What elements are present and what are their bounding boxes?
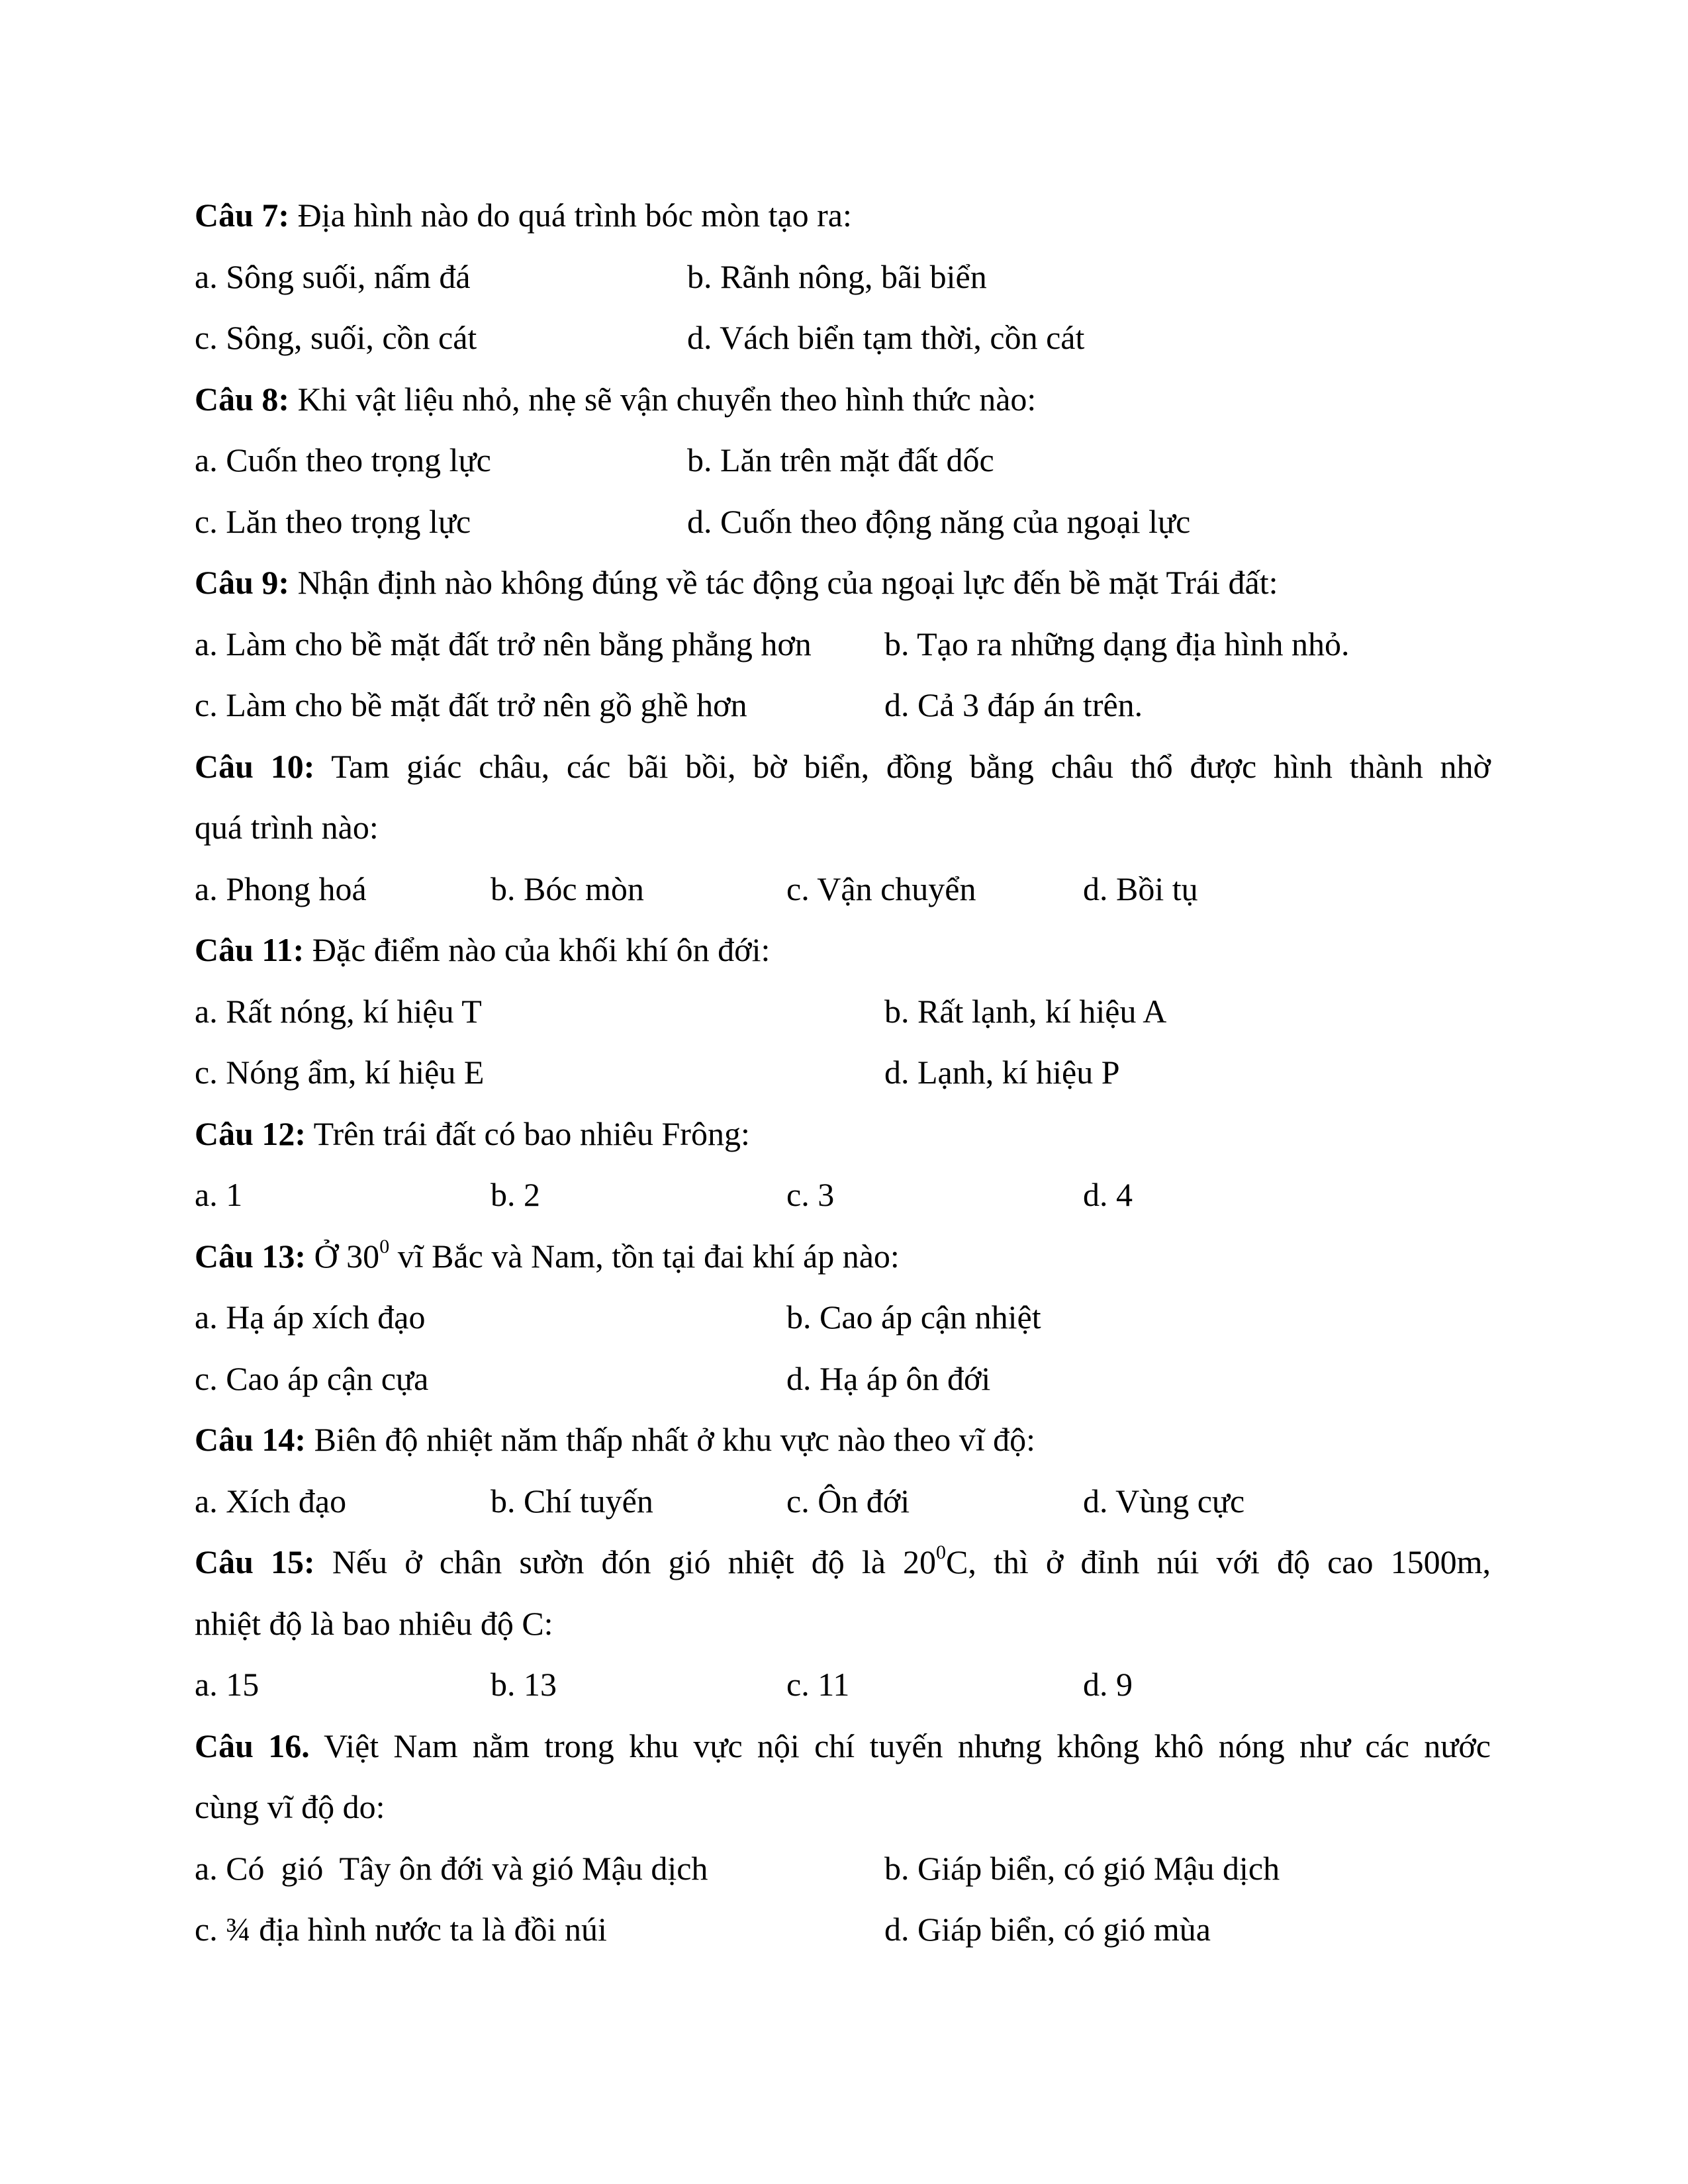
- question-16: [195, 1726, 1491, 1766]
- question-15-degree-sup: 0: [936, 1541, 947, 1563]
- question-15-text-before: Nếu ở chân sườn đón gió nhiệt độ là 20: [332, 1543, 937, 1580]
- question-8-option-c: c. Lăn theo trọng lực: [195, 503, 471, 540]
- question-12-option-c: c. 3: [786, 1176, 835, 1213]
- question-12-option-a: a. 1: [195, 1176, 243, 1213]
- question-12-label: Câu 12:: [195, 1115, 306, 1152]
- question-14-label: Câu 14:: [195, 1421, 306, 1458]
- question-11-option-b: b. Rất lạnh, kí hiệu A: [884, 993, 1167, 1030]
- question-14-option-a: a. Xích đạo: [195, 1482, 347, 1520]
- question-15-option-b: b. 13: [491, 1666, 557, 1703]
- question-8: [195, 379, 1036, 419]
- question-9-option-c: c. Làm cho bề mặt đất trở nên gồ ghề hơn: [195, 686, 747, 723]
- question-12: [195, 1114, 750, 1154]
- question-16-option-c: c. ¾ địa hình nước ta là đồi núi: [195, 1911, 607, 1948]
- question-14-option-d: d. Vùng cực: [1083, 1482, 1245, 1520]
- question-16-option-b: b. Giáp biển, có gió Mậu dịch: [884, 1850, 1280, 1887]
- question-7-option-c: c. Sông, suối, cồn cát: [195, 319, 477, 356]
- question-10-option-a: a. Phong hoá: [195, 870, 367, 907]
- question-14-text: Biên độ nhiệt năm thấp nhất ở khu vực nào theo vĩ độ:: [306, 1421, 1036, 1458]
- question-11-text: Đặc điểm nào của khối khí ôn đới:: [304, 931, 771, 968]
- question-11-label: Câu 11:: [195, 931, 305, 968]
- question-13-option-d: d. Hạ áp ôn đới: [786, 1360, 991, 1397]
- question-8-option-d: d. Cuốn theo động năng của ngoại lực: [687, 503, 1191, 540]
- question-11: [195, 930, 770, 970]
- question-9: [195, 563, 1278, 602]
- question-13-text-before: Ở 30: [306, 1238, 380, 1275]
- question-8-label: Câu 8:: [195, 381, 290, 418]
- question-14-option-b: b. Chí tuyến: [491, 1482, 653, 1520]
- question-11-option-c: c. Nóng ẩm, kí hiệu E: [195, 1054, 485, 1091]
- question-8-text: Khi vật liệu nhỏ, nhẹ sẽ vận chuyển theo hình thức nào:: [289, 381, 1037, 418]
- question-10-option-d: d. Bồi tụ: [1083, 870, 1198, 907]
- question-9-text: Nhận định nào không đúng về tác động của ngoại lực đến bề mặt Trái đất:: [289, 564, 1278, 601]
- question-9-option-b: b. Tạo ra những dạng địa hình nhỏ.: [884, 625, 1350, 662]
- question-12-option-b: b. 2: [491, 1176, 540, 1213]
- question-11-option-a: a. Rất nóng, kí hiệu T: [195, 993, 482, 1030]
- question-7: [195, 195, 852, 235]
- question-10: [195, 747, 1491, 786]
- question-13-option-a: a. Hạ áp xích đạo: [195, 1298, 426, 1336]
- question-13-option-c: c. Cao áp cận cựa: [195, 1360, 429, 1397]
- question-7-text: Địa hình nào do quá trình bóc mòn tạo ra:: [289, 197, 852, 234]
- question-9-option-d: d. Cả 3 đáp án trên.: [884, 686, 1143, 723]
- question-10-text-line2: quá trình nào:: [195, 809, 379, 846]
- question-15-text-after: C, thì ở đỉnh núi với độ cao 1500m,: [946, 1543, 1491, 1580]
- question-15-text-line2: nhiệt độ là bao nhiêu độ C:: [195, 1605, 553, 1642]
- question-13-option-b: b. Cao áp cận nhiệt: [786, 1298, 1041, 1336]
- question-16-option-d: d. Giáp biển, có gió mùa: [884, 1911, 1211, 1948]
- question-14: [195, 1420, 1035, 1459]
- question-8-option-a: a. Cuốn theo trọng lực: [195, 441, 491, 478]
- question-16-label: Câu 16.: [195, 1727, 310, 1764]
- question-16-text-line1: Việt Nam nằm trong khu vực nội chí tuyến nhưng không khô nóng như các nước: [324, 1727, 1491, 1764]
- question-15-option-a: a. 15: [195, 1666, 259, 1703]
- question-15-option-c: c. 11: [786, 1666, 850, 1703]
- question-13-label: Câu 13:: [195, 1238, 306, 1275]
- question-15-label: Câu 15:: [195, 1543, 315, 1580]
- question-7-label: Câu 7:: [195, 197, 290, 234]
- question-10-label: Câu 10:: [195, 748, 315, 785]
- question-13: [195, 1236, 900, 1276]
- question-9-label: Câu 9:: [195, 564, 290, 601]
- question-16-option-a: a. Có gió Tây ôn đới và gió Mậu dịch: [195, 1850, 708, 1887]
- question-15: [195, 1542, 1491, 1582]
- question-14-option-c: c. Ôn đới: [786, 1482, 910, 1520]
- question-7-option-d: d. Vách biển tạm thời, cồn cát: [687, 319, 1085, 356]
- question-8-option-b: b. Lăn trên mặt đất dốc: [687, 441, 994, 478]
- question-12-text: Trên trái đất có bao nhiêu Frông:: [306, 1115, 750, 1152]
- question-9-option-a: a. Làm cho bề mặt đất trở nên bằng phẳng hơn: [195, 625, 812, 662]
- question-7-option-a: a. Sông suối, nấm đá: [195, 258, 471, 295]
- question-13-text-after: vĩ Bắc và Nam, tồn tại đai khí áp nào:: [389, 1238, 900, 1275]
- question-13-degree-sup: 0: [379, 1236, 390, 1257]
- question-15-option-d: d. 9: [1083, 1666, 1133, 1703]
- question-16-text-line2: cùng vĩ độ do:: [195, 1788, 385, 1825]
- question-12-option-d: d. 4: [1083, 1176, 1133, 1213]
- question-10-option-b: b. Bóc mòn: [491, 870, 644, 907]
- question-10-text-line1: Tam giác châu, các bãi bồi, bờ biển, đồng bằng châu thổ được hình thành nhờ: [331, 748, 1491, 785]
- question-11-option-d: d. Lạnh, kí hiệu P: [884, 1054, 1120, 1091]
- question-10-option-c: c. Vận chuyển: [786, 870, 976, 907]
- question-7-option-b: b. Rãnh nông, bãi biển: [687, 258, 987, 295]
